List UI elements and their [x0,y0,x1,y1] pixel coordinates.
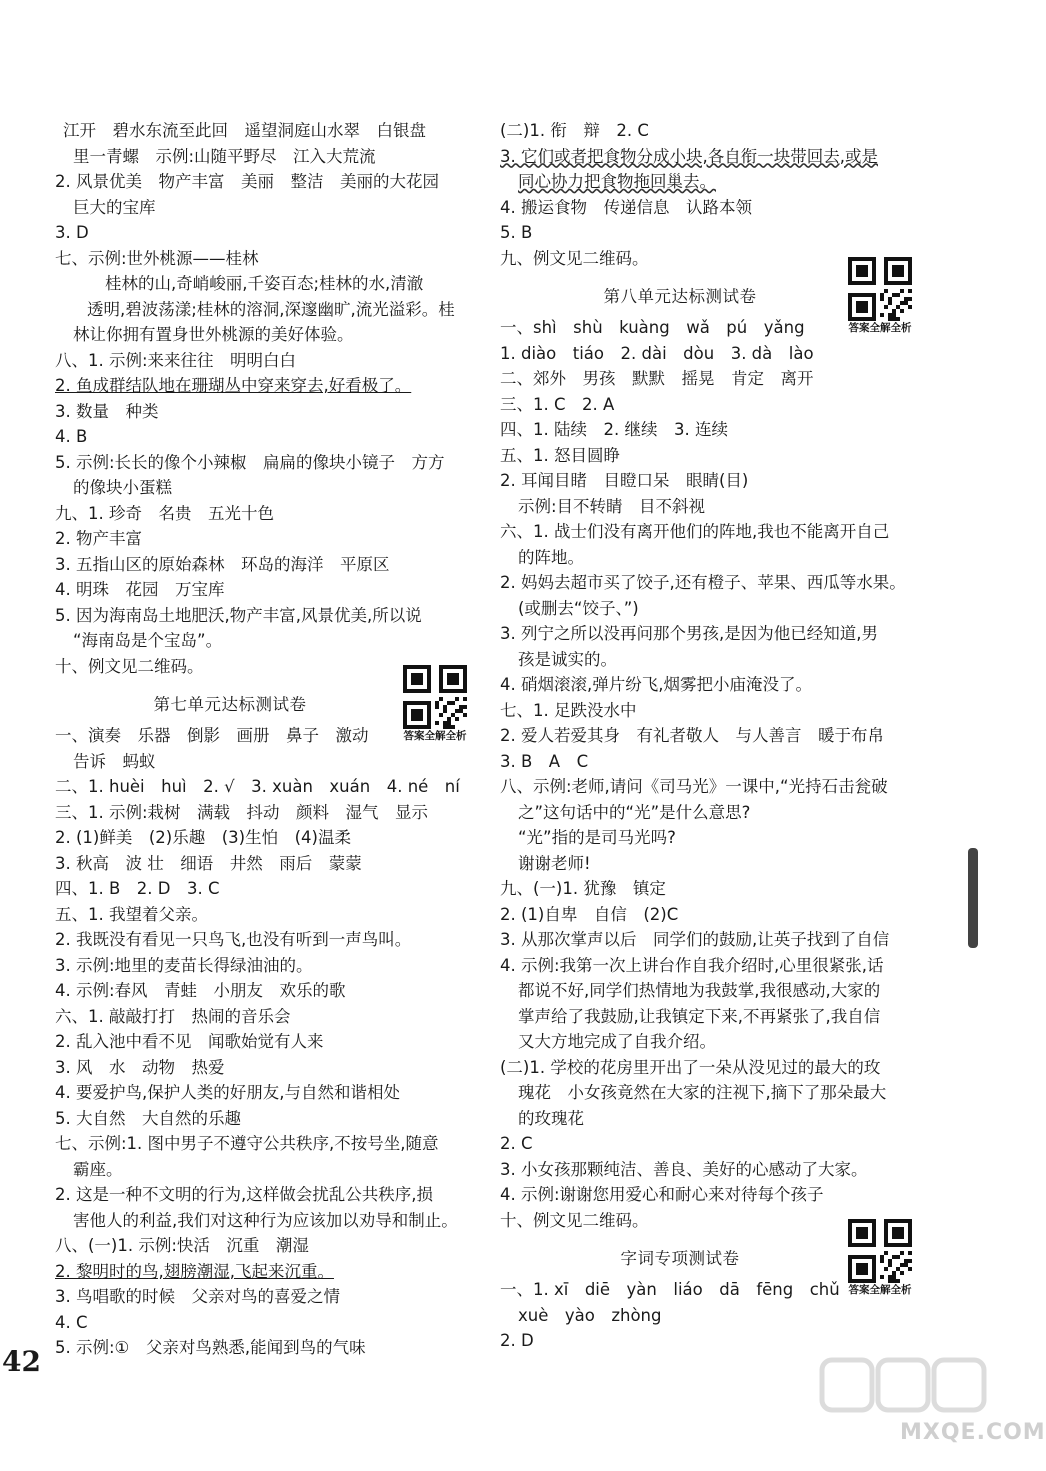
answer-line [55,424,475,450]
answer-text: 之”这句话中的“光”是什么意思? [518,802,751,822]
answer-text: 五、1. 我望着父亲。 [55,904,208,924]
answer-line [500,195,930,221]
answer-text: 5. 示例:长长的像个小辣椒 扁扁的像块小镜子 方方 [55,452,445,472]
answer-line [500,672,930,698]
answer-line [55,1233,475,1259]
answer-line [55,1131,475,1157]
answer-text: 5. 因为海南岛土地肥沃,物产丰富,风景优美,所以说 [55,605,422,625]
qr-caption: 答案全解全析 [848,1284,912,1296]
answer-text: 5. 示例:① 父亲对鸟熟悉,能闻到鸟的气味 [55,1338,366,1357]
answer-line [500,723,930,749]
answer-line [55,1157,475,1183]
answer-text: 的像块小蛋糕 [73,478,172,497]
answer-text: 六、1. 敲敲打打 热闹的音乐会 [55,1006,291,1026]
answer-text: 三、1. C 2. A [500,394,615,414]
qr-caption: 答案全解全析 [403,730,467,742]
qr-caption: 答案全解全析 [848,322,912,334]
answer-line [500,876,930,902]
answer-line [500,953,930,979]
answer-text: 八、示例:老师,请问《司马光》一课中,“光持石击瓮破 [500,777,888,796]
answer-line [500,1029,930,1055]
answer-text: 九、(一)1. 犹豫 镇定 [500,879,666,898]
answer-text: 4. C [55,1312,88,1332]
answer-text: 3. D [55,223,89,242]
answer-text: 4. 明珠 花园 万宝库 [55,580,225,599]
answer-text: 都说不好,同学们热情地为我鼓掌,我很感动,大家的 [518,981,881,1000]
answer-text: 2. 物产丰富 [55,529,142,548]
answer-line [55,1259,475,1285]
answer-text: 四、1. 陆续 2. 继续 3. 连续 [500,420,728,439]
answer-line [55,577,475,603]
answer-text: 2. 黎明时的鸟,翅膀潮湿,飞起来沉重。 [55,1261,334,1281]
answer-text: 瑰花 小女孩竟然在大家的注视下,摘下了那朵最大 [518,1083,887,1102]
section-title-text: 第八单元达标测试卷 [603,287,757,306]
answer-line [500,1182,930,1208]
answer-text: 十、例文见二维码。 [55,656,204,676]
answer-line [500,800,930,826]
answer-line [55,246,475,272]
answer-line [500,1080,930,1106]
answer-text: 3. 秋高 波 壮 细语 井然 雨后 蒙蒙 [55,853,362,873]
answer-text: 孩是诚实的。 [518,649,617,669]
answer-text: 六、1. 战士们没有离开他们的阵地,我也不能离开自己 [500,522,890,541]
answer-text: 林让你拥有置身世外桃源的美好体验。 [73,325,354,344]
answer-line [500,1131,930,1157]
answer-text: 2. 鱼成群结队地在珊瑚丛中穿来穿去,好看极了。 [55,376,412,395]
answer-text: (或删去“饺子、”) [518,598,639,618]
answer-text: (二)1. 学校的花房里开出了一朵从没见过的最大的玫 [500,1057,881,1077]
answer-text: 2. 我既没有看见一只鸟飞,也没有听到一声鸟叫。 [55,930,412,949]
answer-text: 一、1. xī diē yàn liáo dā fēng chǔ [500,1280,840,1299]
answer-line [500,1277,930,1303]
answer-line [55,902,475,928]
right-column [500,118,930,1354]
answer-line [55,603,475,629]
answer-text: 3. 小女孩那颗纯洁、善良、美好的心感动了大家。 [500,1159,868,1179]
answer-line [55,628,475,654]
answer-text: 2. 乱入池中看不见 闻歌始觉有人来 [55,1032,324,1051]
answer-line [500,774,930,800]
answer-text: 2. 风景优美 物产丰富 美丽 整洁 美丽的大花园 [55,172,439,191]
answer-text: 3. 风 水 动物 热爱 [55,1057,225,1077]
answer-line [55,322,475,348]
answer-line [55,1284,475,1310]
answer-line [55,552,475,578]
answer-text: 霸座。 [73,1159,123,1179]
answer-text: 2. 耳闻目睹 目瞪口呆 眼睛(目) [500,471,749,490]
answer-text: 3. 示例:地里的麦苗长得绿油油的。 [55,955,313,975]
answer-line [500,978,930,1004]
answer-line [500,443,930,469]
answer-text: 一、演奏 乐器 倒影 画册 鼻子 激动 [55,726,369,745]
answer-text: 七、1. 足跌没水中 [500,700,637,720]
answer-line [500,698,930,724]
answer-line [500,545,930,571]
answer-line [500,825,930,851]
answer-text: 九、例文见二维码。 [500,248,649,268]
answer-text: 江开 碧水东流至此回 遥望洞庭山水翠 白银盘 [63,121,426,140]
answer-line [55,526,475,552]
answer-text: 4. 示例:我第一次上讲台作自我介绍时,心里很紧张,话 [500,955,884,975]
answer-line [500,621,930,647]
answer-line [500,366,930,392]
answer-line [500,647,930,673]
watermark-text: MXQE.COM [900,1420,1046,1445]
answer-text: 4. 搬运食物 传递信息 认路本领 [500,197,752,217]
answer-line [500,1303,930,1329]
answer-line [55,800,475,826]
answer-text: 二、郊外 男孩 默默 摇晃 肯定 离开 [500,369,814,388]
answer-text: 3. 数量 种类 [55,401,159,421]
answer-line [55,399,475,425]
answer-line [55,373,475,399]
answer-line [500,570,930,596]
answer-line [55,953,475,979]
answer-text: 同心协力把食物拖回巢去。 [518,172,716,191]
answer-line [500,392,930,418]
answer-text: 3. 鸟唱歌的时候 父亲对鸟的喜爱之情 [55,1287,340,1306]
answer-text: 透明,碧波荡漾;桂林的溶洞,深邃幽旷,流光溢彩。桂 [87,299,455,319]
answer-text: 三、1. 示例:栽树 满载 抖动 颜料 湿气 显示 [55,802,429,822]
answer-line [55,749,475,775]
answer-text: 四、1. B 2. D 3. C [55,879,220,898]
answer-text: 3. 它们或者把食物分成小块,各自衔一块带回去,或是 [500,146,878,166]
answer-text: 4. 要爱护鸟,保护人类的好朋友,与自然和谐相处 [55,1083,400,1102]
answer-line [500,927,930,953]
answer-line [55,297,475,323]
answer-text: xuè yào zhòng [518,1305,662,1325]
answer-text: 桂林的山,奇峭峻丽,千姿百态;桂林的水,清澈 [105,274,424,293]
answer-line [55,774,475,800]
answer-text: 五、1. 怒目圆睁 [500,445,620,465]
answer-line [55,825,475,851]
answer-text: 谢谢老师! [518,853,591,873]
left-column [55,118,475,1361]
answer-text: 七、示例:世外桃源——桂林 [55,248,259,268]
answer-text: 2. 这是一种不文明的行为,这样做会扰乱公共秩序,损 [55,1185,433,1204]
section-title-text: 字词专项测试卷 [620,1249,740,1268]
answer-text: 八、(一)1. 示例:快活 沉重 潮湿 [55,1236,309,1255]
answer-line [55,1004,475,1030]
answer-line [500,902,930,928]
answer-line [55,118,475,144]
answer-text: (二)1. 衔 辩 2. C [500,121,649,140]
answer-line [55,1335,475,1361]
answer-line [500,494,930,520]
answer-line [500,749,930,775]
answer-line [500,468,930,494]
answer-line [55,876,475,902]
answer-text: 害他人的利益,我们对这种行为应该加以劝导和制止。 [73,1210,458,1230]
answer-text: 二、1. huèi huì 2. √ 3. xuàn xuán 4. né ní [55,777,460,796]
answer-text: 3. B A C [500,751,589,771]
answer-text: 2. (1)自卑 自信 (2)C [500,904,679,924]
answer-text: 2. 妈妈去超市买了饺子,还有橙子、苹果、西瓜等水果。 [500,573,906,592]
answer-text: 七、示例:1. 图中男子不遵守公共秩序,不按号坐,随意 [55,1134,439,1153]
answer-line [500,169,930,195]
answer-line [55,169,475,195]
answer-text: 2. D [500,1331,534,1350]
answer-line [500,341,930,367]
answer-text: “海南岛是个宝岛”。 [73,631,223,650]
answer-line [55,723,475,749]
answer-text: 示例:目不转睛 目不斜视 [518,496,706,516]
answer-text: 4. B [55,427,88,446]
answer-text: 九、1. 珍奇 名贵 五光十色 [55,503,274,523]
answer-text: “光”指的是司马光吗? [518,828,676,847]
answer-line [55,195,475,221]
scan-artifact [968,848,978,948]
answer-line [55,475,475,501]
answer-line [500,1004,930,1030]
answer-text: 2. (1)鲜美 (2)乐趣 (3)生怕 (4)温柔 [55,828,351,847]
answer-line [55,1208,475,1234]
page-number: 42 [2,1345,41,1378]
answer-text: 2. C [500,1134,533,1153]
answer-text: 又大方地完成了自我介绍。 [518,1032,716,1051]
answer-line [55,851,475,877]
answer-text: 3. 五指山区的原始森林 环岛的海洋 平原区 [55,554,390,574]
answer-line [55,978,475,1004]
answer-text: 3. 从那次掌声以后 同学们的鼓励,让英子找到了自信 [500,930,890,949]
answer-line [55,450,475,476]
watermark-logo [820,1352,990,1426]
answer-line [55,271,475,297]
answer-line [55,1182,475,1208]
answer-text: 4. 示例:春风 青蛙 小朋友 欢乐的歌 [55,981,346,1000]
answer-line [55,348,475,374]
answer-text: 十、例文见二维码。 [500,1210,649,1230]
answer-line [500,417,930,443]
answer-text: 里一青螺 示例:山随平野尽 江入大荒流 [73,146,376,166]
answer-text: 一、shì shù kuàng wǎ pú yǎng [500,318,805,337]
answer-line [55,1055,475,1081]
answer-text: 告诉 蚂蚁 [73,751,156,771]
answer-line [55,927,475,953]
answer-text: 5. 大自然 大自然的乐趣 [55,1108,241,1128]
answer-text: 八、1. 示例:来来往往 明明白白 [55,350,297,370]
answer-text: 巨大的宝库 [73,197,156,217]
answer-line [500,1328,930,1354]
answer-line [500,851,930,877]
answer-line [500,1157,930,1183]
answer-text: 2. 爱人若爱其身 有礼者敬人 与人善言 暖于布帛 [500,726,884,745]
answer-text: 4. 硝烟滚滚,弹片纷飞,烟雾把小庙淹没了。 [500,675,812,694]
answer-line [500,315,930,341]
answer-line [500,144,930,170]
answer-line [55,1106,475,1132]
answer-line [500,220,930,246]
answer-line [500,118,930,144]
answer-text: 掌声给了我鼓励,让我镇定下来,不再紧张了,我自信 [518,1006,881,1026]
answer-line [55,501,475,527]
answer-line [500,1055,930,1081]
answer-line [55,1310,475,1336]
answer-text: 4. 示例:谢谢您用爱心和耐心来对待每个孩子 [500,1185,824,1204]
answer-line [500,596,930,622]
answer-line [500,1106,930,1132]
section-title-text: 第七单元达标测试卷 [153,695,307,714]
answer-text: 的玫瑰花 [518,1108,584,1128]
answer-line [55,220,475,246]
answer-line [55,1029,475,1055]
answer-line [55,1080,475,1106]
answer-text: 1. diào tiáo 2. dài dòu 3. dà lào [500,343,814,363]
answer-line [55,144,475,170]
answer-line [500,519,930,545]
answer-text: 3. 列宁之所以没再问那个男孩,是因为他已经知道,男 [500,624,878,643]
answer-text: 5. B [500,223,533,242]
answer-text: 的阵地。 [518,547,584,567]
